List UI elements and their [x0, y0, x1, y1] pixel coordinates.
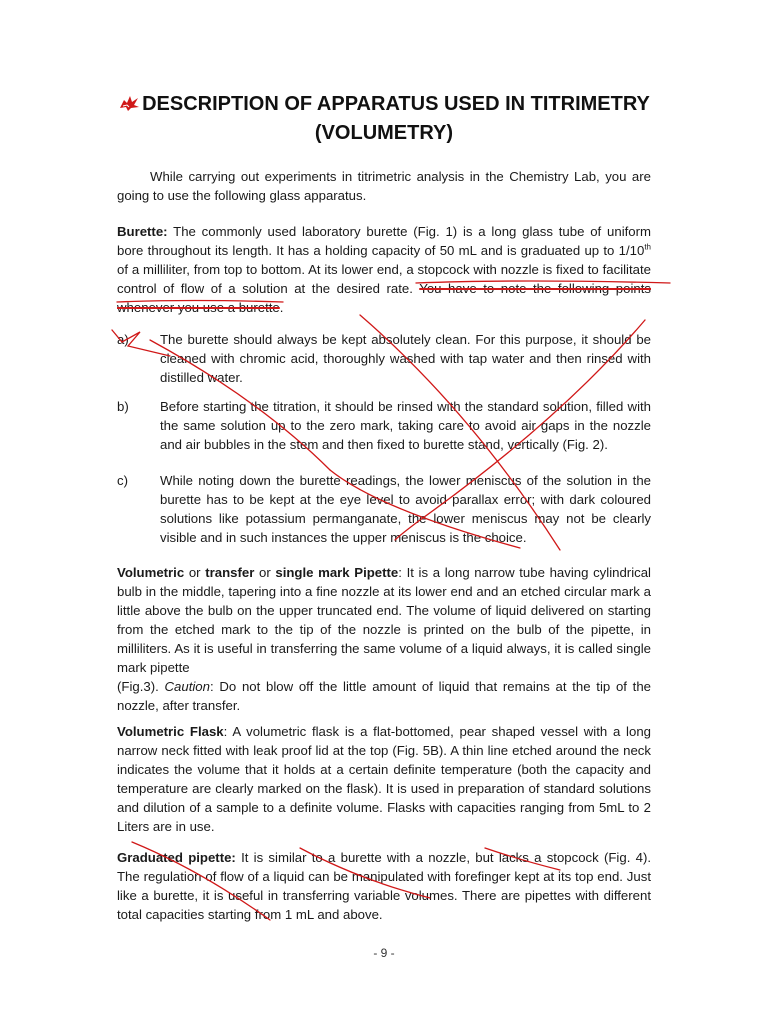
pipette-text: : It is a long narrow tube having cylindrical bulb in the middle, tapering into a fine nozzle at its lower end and an etched circular mark a little above the bulb on the upper truncated end. The volume of liquid delivered on starting from the etched mark to the tip of the nozzle is printed on the bulb of the pipette, in milliliters. As it is useful in transferring the same volume of a liquid always, it is called single mark pipette: [117, 565, 651, 675]
list-item-label: b): [117, 399, 129, 414]
pipette-or-1: or: [184, 565, 206, 580]
title-line-2: (VOLUMETRY): [314, 122, 454, 144]
pipette-heading-3: single mark Pipette: [275, 565, 399, 580]
burette-text-a: The commonly used laboratory burette (Fig. 1) is a long glass tube of uniform bore throughout its length. It has a holding capacity of 50 mL and is graduated up to 1/10: [117, 224, 651, 258]
graduated-heading: Graduated pipette:: [117, 850, 236, 865]
list-item-text: The burette should always be kept absolutely clean. For this purpose, it should be cleaned with chromic acid, thoroughly washed with tap water and then rinsed with distilled water.: [160, 332, 651, 385]
struck-out-text: You have to note the following points whenever you use a burette: [117, 281, 651, 315]
graduated-pipette-paragraph: [117, 848, 651, 924]
pipette-fig-ref: (Fig.3).: [117, 679, 165, 694]
caution-label: Caution: [164, 679, 210, 694]
burette-end: .: [279, 300, 284, 315]
pipette-paragraph: [117, 563, 651, 715]
graduated-text: It is similar to a burette with a nozzle, but lacks a stopcock (Fig. 4). The regulation of flow of a liquid can be manipulated with forefinger kept at its top end. Just like a burette, it is useful in transferring variable volumes. There are pipettes with different total capacities starting from 1 mL and above.: [117, 850, 651, 922]
title-line-1: DESCRIPTION OF APPARATUS USED IN TITRIMETRY: [142, 93, 650, 115]
burette-paragraph: [117, 222, 651, 317]
intro-paragraph: While carrying out experiments in titrimetric analysis in the Chemistry Lab, you are going to use the following glass apparatus.: [117, 169, 651, 203]
page-number: - 9 -: [373, 946, 395, 960]
flask-text: : A volumetric flask is a flat-bottomed, pear shaped vessel with a long narrow neck fitted with leak proof lid at the top (Fig. 5B). A thin line etched around the neck indicates the volume that it holds at a certain definite temperature (both the capacity and temperature are clearly marked on the flask). It is used in preparation of standard solutions and dilution of a sample to a definite volume. Flasks with capacities ranging from 5mL to 2 Liters are in use.: [117, 724, 651, 834]
page-title: [0, 90, 768, 148]
pipette-heading-2: transfer: [205, 565, 255, 580]
list-item-text: Before starting the titration, it should be rinsed with the standard solution, filled with the same solution up to the zero mark, taking care to avoid air gaps in the nozzle and air bubbles in the stem and then fixed to burette stand, vertically (Fig. 2).: [160, 399, 651, 452]
burette-text-b: of a milliliter, from top to bottom. At its lower end, a stopcock with nozzle is fixed to facilitate control of flow of a solution at the desired rate.: [117, 262, 651, 296]
burette-sup: th: [644, 242, 651, 252]
flask-heading: Volumetric Flask: [117, 724, 224, 739]
list-item-label: a): [117, 332, 129, 347]
pipette-heading-1: Volumetric: [117, 565, 185, 580]
pipette-or-2: or: [254, 565, 276, 580]
flask-paragraph: [117, 722, 651, 836]
burette-heading: Burette:: [117, 224, 168, 239]
list-item-text: While noting down the burette readings, the lower meniscus of the solution in the burette has to be kept at the eye level to avoid parallax error; with dark coloured solutions like potassium permanganate, the lower meniscus may not be clearly visible and in such instances the upper meniscus is the choice.: [160, 473, 651, 545]
list-item-label: c): [117, 473, 128, 488]
red-dragon-icon: [118, 92, 140, 110]
caution-text: : Do not blow off the little amount of liquid that remains at the tip of the nozzle, after transfer.: [117, 679, 651, 713]
